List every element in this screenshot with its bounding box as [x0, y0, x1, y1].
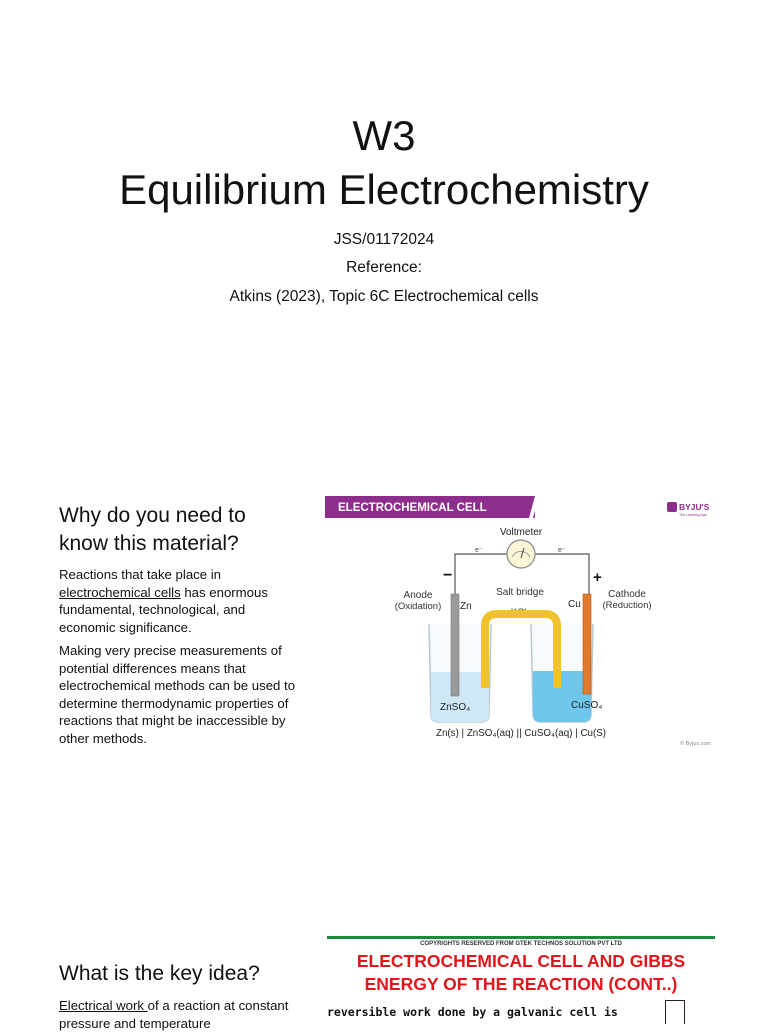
- positive-terminal: +: [593, 569, 602, 586]
- why-paragraph-2: Making very precise measurements of potential differences means that electrochemical methods can be used to determine thermodynamic properties of reactions that might be inaccessible by other methods.: [59, 643, 296, 746]
- gibbs-title: [327, 950, 715, 996]
- figure-credit: © Byjus.com: [680, 741, 711, 747]
- circuit-icon: [665, 1000, 685, 1024]
- reference-label: Reference:: [346, 259, 422, 276]
- zinc-electrode: [451, 594, 459, 696]
- zn-label: Zn: [460, 601, 472, 612]
- copper-electrode: [583, 594, 591, 694]
- voltmeter-label: Voltmeter: [499, 527, 543, 538]
- byjus-brand: BYJU'S: [679, 502, 710, 512]
- negative-terminal: −: [443, 567, 453, 584]
- cuso4-label: CuSO₄: [571, 700, 603, 711]
- right-solution: [533, 671, 591, 722]
- znso4-label: ZnSO₄: [440, 702, 471, 713]
- electron-flow-right: e⁻: [558, 547, 566, 554]
- key-para-post: of a reaction at constant pressure and temperature: [59, 998, 289, 1031]
- cathode-sublabel: (Reduction): [602, 600, 652, 611]
- gibbs-title-line2: ENERGY OF THE REACTION (CONT..): [364, 974, 678, 994]
- slide-title-code: W3: [352, 112, 416, 159]
- anode-label: Anode: [403, 590, 433, 601]
- electrical-work-link[interactable]: Electrical work: [59, 998, 148, 1013]
- gibbs-energy-slide: [327, 930, 715, 1024]
- para1-pre: Reactions that take place in: [59, 567, 222, 582]
- cu-label: Cu: [568, 599, 581, 610]
- anode-sublabel: (Oxidation): [394, 601, 442, 612]
- byjus-tagline: The Learning App: [679, 513, 707, 517]
- salt-bridge-label: Salt bridge: [496, 587, 544, 598]
- left-solution: [431, 672, 489, 722]
- voltmeter-icon: [507, 540, 535, 568]
- gibbs-top-rule: [327, 936, 715, 939]
- reference-text: Atkins (2023), Topic 6C Electrochemical cells: [229, 288, 539, 305]
- cell-notation: Zn(s) | ZnSO₄(aq) || CuSO₄(aq) | Cu(S): [435, 728, 607, 739]
- kcl-label: KCL: [510, 607, 530, 618]
- cathode-label: Cathode: [608, 589, 646, 600]
- gibbs-copyright: COPYRIGHTS RESERVED FROM GTEK TECHNOS SOLUTION PVT LTD: [420, 941, 622, 947]
- figure-banner-text: ELECTROCHEMICAL CELL: [338, 502, 487, 514]
- gibbs-body-text: reversible work done by a galvanic cell is: [327, 1005, 618, 1019]
- key-idea-paragraph: [59, 997, 299, 1032]
- key-idea-heading: What is the key idea?: [59, 962, 260, 985]
- slide-title: Equilibrium Electrochemistry: [119, 166, 649, 213]
- para1-post: has enormous fundamental, technological, and economic significance.: [59, 584, 268, 635]
- why-heading: Why do you need to know this material?: [59, 504, 246, 555]
- course-code: JSS/01172024: [333, 231, 435, 248]
- why-paragraph-1: [59, 566, 299, 636]
- title-slide: [0, 0, 768, 470]
- byjus-logo-icon: [667, 502, 677, 512]
- electron-flow-left: e⁻: [475, 547, 483, 554]
- electrochemical-cell-diagram: [325, 496, 715, 752]
- gibbs-title-line1: ELECTROCHEMICAL CELL AND GIBBS: [356, 951, 686, 971]
- electrochemical-cells-link[interactable]: electrochemical cells: [59, 584, 181, 600]
